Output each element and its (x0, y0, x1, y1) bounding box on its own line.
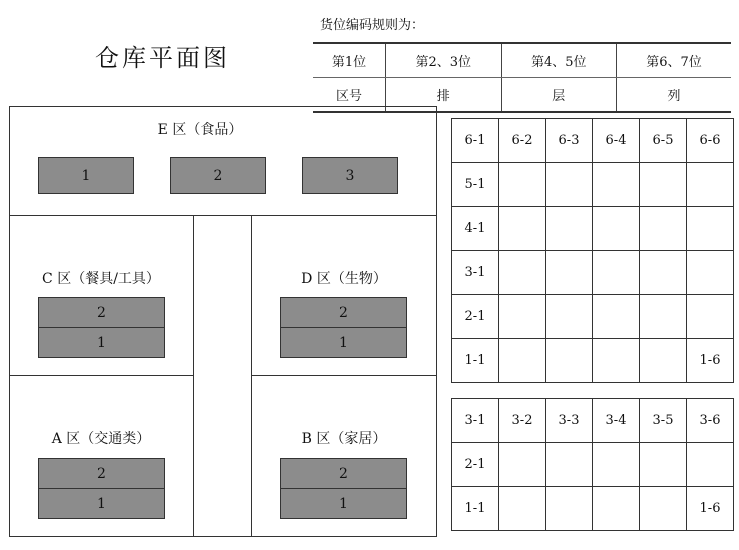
grid-row (452, 163, 734, 207)
location-grid-3x6 (451, 398, 734, 531)
grid-cell (499, 487, 546, 531)
grid-cell (593, 339, 640, 383)
grid-cell: 1-1 (452, 339, 499, 383)
grid-row (452, 119, 734, 163)
zone-c-shelf-top: 2 (39, 298, 164, 327)
grid-cell: 6-1 (452, 119, 499, 163)
page-title: 仓库平面图 (95, 44, 230, 72)
grid-cell (593, 443, 640, 487)
grid-cell: 1-6 (687, 487, 734, 531)
zone-d-label: D 区（生物） (301, 271, 387, 287)
grid-cell: 3-6 (687, 399, 734, 443)
grid-cell (640, 295, 687, 339)
grid-cell (593, 207, 640, 251)
zone-b-shelf-top: 2 (281, 459, 406, 488)
rule-meaning-cell: 区号 (313, 78, 386, 113)
grid-cell (640, 443, 687, 487)
zone-c-shelf-bottom: 1 (39, 327, 164, 357)
divider-corridor-left (193, 215, 194, 537)
grid-cell (546, 295, 593, 339)
zone-c-label: C 区（餐具/工具） (42, 271, 160, 287)
rule-meaning-cell: 层 (501, 78, 616, 113)
zone-b-shelf-bottom: 1 (281, 488, 406, 518)
grid-cell (640, 487, 687, 531)
grid-cell: 6-5 (640, 119, 687, 163)
grid-cell: 3-2 (499, 399, 546, 443)
grid-cell (687, 207, 734, 251)
grid-cell (593, 487, 640, 531)
grid-cell (499, 207, 546, 251)
grid-cell (687, 163, 734, 207)
grid-cell (687, 295, 734, 339)
zone-b-shelf (280, 458, 407, 519)
zone-c-shelf (38, 297, 165, 358)
zone-e-box-3: 3 (302, 157, 398, 194)
grid-cell: 2-1 (452, 295, 499, 339)
zone-e-box-1: 1 (38, 157, 134, 194)
grid-cell: 1-1 (452, 487, 499, 531)
coding-rule-table (313, 42, 731, 113)
rule-meaning-cell: 列 (616, 78, 731, 113)
grid-cell (593, 295, 640, 339)
zone-a-shelf-top: 2 (39, 459, 164, 488)
grid-row (452, 487, 734, 531)
grid-row (452, 339, 734, 383)
grid-cell: 2-1 (452, 443, 499, 487)
zone-d-shelf (280, 297, 407, 358)
grid-cell: 5-1 (452, 163, 499, 207)
grid-cell: 1-6 (687, 339, 734, 383)
grid-cell (593, 163, 640, 207)
zone-e-box-2: 2 (170, 157, 266, 194)
grid-cell: 3-1 (452, 251, 499, 295)
grid-cell: 3-3 (546, 399, 593, 443)
coding-rule-caption: 货位编码规则为： (320, 18, 425, 33)
grid-cell (499, 163, 546, 207)
grid-cell (546, 251, 593, 295)
grid-cell (640, 207, 687, 251)
grid-cell (687, 443, 734, 487)
grid-cell (546, 339, 593, 383)
grid-row (452, 251, 734, 295)
zone-a-shelf-bottom: 1 (39, 488, 164, 518)
grid-row (452, 207, 734, 251)
grid-cell (687, 251, 734, 295)
rule-header-cell: 第6、7位 (616, 43, 731, 78)
grid-cell: 6-6 (687, 119, 734, 163)
zone-a-shelf (38, 458, 165, 519)
zone-d-shelf-top: 2 (281, 298, 406, 327)
grid-row (452, 399, 734, 443)
grid-cell (640, 163, 687, 207)
grid-cell: 6-3 (546, 119, 593, 163)
grid-cell: 6-4 (593, 119, 640, 163)
rule-header-cell: 第2、3位 (386, 43, 501, 78)
grid-cell (499, 443, 546, 487)
grid-cell: 3-5 (640, 399, 687, 443)
grid-cell: 3-1 (452, 399, 499, 443)
divider-e-zone (9, 215, 437, 216)
grid-cell: 6-2 (499, 119, 546, 163)
divider-corridor-right (251, 215, 252, 537)
grid-row (452, 295, 734, 339)
rule-header-cell: 第1位 (313, 43, 386, 78)
grid-cell (640, 251, 687, 295)
zone-a-label: A 区（交通类） (51, 431, 151, 447)
grid-cell (499, 339, 546, 383)
grid-cell (546, 443, 593, 487)
grid-cell (546, 487, 593, 531)
grid-cell (546, 207, 593, 251)
grid-cell (499, 251, 546, 295)
zone-b-label: B 区（家居） (301, 431, 387, 447)
grid-row (452, 443, 734, 487)
location-grid-6x6 (451, 118, 734, 383)
rule-header-cell: 第4、5位 (501, 43, 616, 78)
grid-cell (593, 251, 640, 295)
grid-cell (546, 163, 593, 207)
zone-d-shelf-bottom: 1 (281, 327, 406, 357)
grid-cell: 4-1 (452, 207, 499, 251)
grid-cell: 3-4 (593, 399, 640, 443)
coding-rule-header-row (313, 43, 731, 78)
divider-left-middle (9, 375, 193, 376)
divider-right-middle (251, 375, 437, 376)
grid-cell (640, 339, 687, 383)
grid-cell (499, 295, 546, 339)
zone-e-label: E 区（食品） (157, 122, 243, 138)
rule-meaning-cell: 排 (386, 78, 501, 113)
